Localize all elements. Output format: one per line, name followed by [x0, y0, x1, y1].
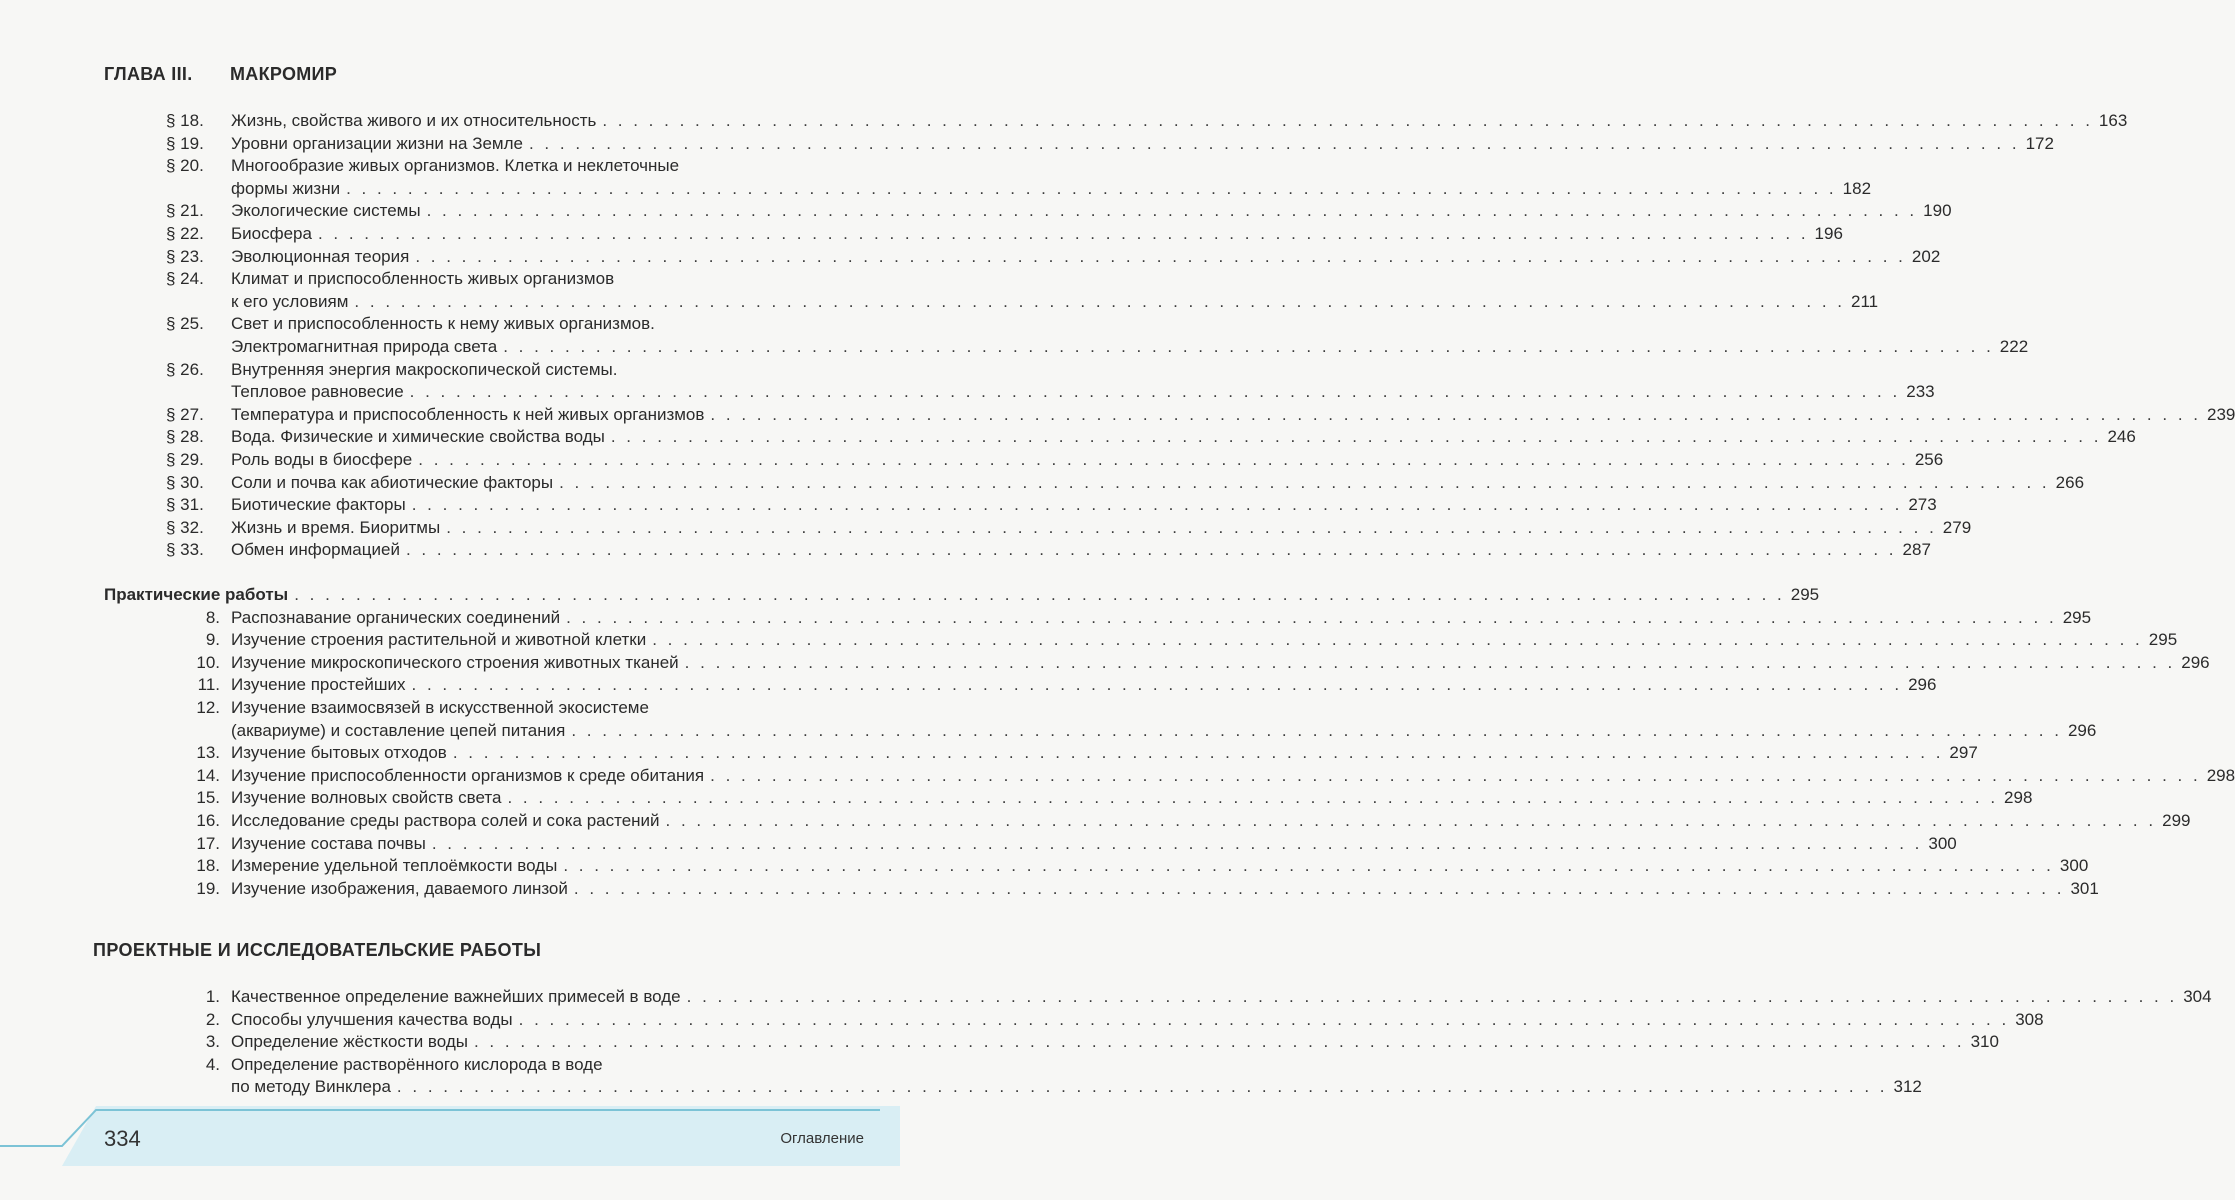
- entry-title: Определение жёсткости воды: [231, 1032, 468, 1052]
- entry-number: 17.: [196, 833, 220, 853]
- entry-number: § 30.: [166, 472, 204, 492]
- entry-number: 11.: [197, 675, 220, 695]
- entry-title: Изучение микроскопического строения животных тканей: [231, 652, 679, 672]
- entry-page: 295: [2148, 630, 2178, 650]
- practical-entry[interactable]: [0, 810, 2191, 833]
- entry-title: Распознавание органических соединений: [231, 607, 561, 627]
- chapter-number: ГЛАВА III.: [104, 64, 193, 84]
- sections-list: [0, 110, 2235, 562]
- entry-title: Эволюционная теория: [231, 246, 410, 266]
- leader-dots: . . . . . . . . . . . . . . . . . . . . . . . . . . . . . . . . . . . . . . . . . . . . . . . . . . . . . . . . . . . . . . . . . . . . . . . . . . . . . . . . . . . . . . . . . . . . . . . . .: [665, 810, 2157, 830]
- entry-page: 211: [1851, 291, 1879, 311]
- leader-dots: . . . . . . . . . . . . . . . . . . . . . . . . . . . . . . . . . . . . . . . . . . . . . . . . . . . . . . . . . . . . . . . . . . . . . . . . . . . . . . . . . . . . . . . . . . . . . . . . .: [710, 765, 2201, 785]
- entry-title: Климат и приспособленность живых организмов: [231, 269, 615, 289]
- entry-number: § 31.: [166, 495, 204, 515]
- entry-page: 296: [2181, 652, 2210, 672]
- section-entry[interactable]: [0, 517, 1972, 540]
- practical-works-page: 295: [1790, 585, 1820, 604]
- leader-dots: . . . . . . . . . . . . . . . . . . . . . . . . . . . . . . . . . . . . . . . . . . . . . . . . . . . . . . . . . . . . . . . . . . . . . . . . . . . . . . . . . . . . . . . . . . . . . . . . .: [559, 472, 2050, 492]
- entry-title: Обмен информацией: [231, 540, 400, 560]
- entry-page: 182: [1842, 178, 1872, 198]
- entry-page: 295: [2062, 607, 2092, 627]
- entry-title: Температура и приспособленность к ней живых организмов: [231, 404, 705, 424]
- entry-number: 2.: [205, 1009, 220, 1029]
- entry-number: 12.: [196, 697, 220, 717]
- entry-title: Свет и приспособленность к нему живых организмов.: [231, 314, 655, 334]
- entry-page: 266: [2055, 472, 2085, 492]
- entry-title: Биосфера: [231, 223, 312, 243]
- entry-page: 239: [2207, 404, 2235, 424]
- leader-dots: . . . . . . . . . . . . . . . . . . . . . . . . . . . . . . . . . . . . . . . . . . . . . . . . . . . . . . . . . . . . . . . . . . . . . . . . . . . . . . . . . . . . . . . . . . . . . . . . .: [452, 743, 1944, 763]
- entry-number: § 25.: [166, 314, 204, 334]
- entry-title: Уровни организации жизни на Земле: [231, 133, 523, 153]
- entry-title: Тепловое равновесие: [231, 382, 404, 402]
- entry-title: Биотические факторы: [231, 495, 406, 515]
- entry-page: 304: [2183, 987, 2212, 1006]
- entry-page: 233: [1906, 382, 1935, 402]
- practical-entry[interactable]: [0, 674, 1937, 697]
- leader-dots: . . . . . . . . . . . . . . . . . . . . . . . . . . . . . . . . . . . . . . . . . . . . . . . . . . . . . . . . . . . . . . . . . . . . . . . . . . . . . . . . . . . . . . . . . . . . . . . . .: [294, 585, 1785, 604]
- entry-page: 246: [2107, 427, 2136, 447]
- entry-title: Качественное определение важнейших примесей в воде: [231, 987, 681, 1006]
- entry-title: Изучение бытовых отходов: [231, 743, 447, 763]
- entry-page: 172: [2025, 133, 2054, 153]
- leader-dots: . . . . . . . . . . . . . . . . . . . . . . . . . . . . . . . . . . . . . . . . . . . . . . . . . . . . . . . . . . . . . . . . . . . . . . . . . . . . . . . . . . . . . . . . . . . . . . . . .: [686, 987, 2178, 1006]
- project-entry[interactable]: [0, 1054, 1922, 1099]
- leader-dots: . . . . . . . . . . . . . . . . . . . . . . . . . . . . . . . . . . . . . . . . . . . . . . . . . . . . . . . . . . . . . . . . . . . . . . . . . . . . . . . . . . . . . . . . . . . . . . . . .: [518, 1009, 2010, 1029]
- entry-page: 273: [1908, 495, 1937, 515]
- projects-heading: ПРОЕКТНЫЕ И ИССЛЕДОВАТЕЛЬСКИЕ РАБОТЫ: [93, 940, 542, 960]
- entry-page: 312: [1893, 1077, 1922, 1097]
- section-entry[interactable]: [0, 155, 1872, 200]
- leader-dots: . . . . . . . . . . . . . . . . . . . . . . . . . . . . . . . . . . . . . . . . . . . . . . . . . . . . . . . . . . . . . . . . . . . . . . . . . . . . . . . . . . . . . . . . . . . . . . . . .: [507, 788, 1999, 808]
- entry-title: формы жизни: [231, 178, 341, 198]
- project-entry[interactable]: [0, 1009, 2044, 1032]
- entry-number: 14.: [196, 765, 220, 785]
- practical-works-heading[interactable]: [0, 584, 1820, 607]
- entry-title: Исследование среды раствора солей и сока растений: [231, 810, 660, 830]
- entry-page: 163: [2098, 111, 2128, 130]
- entry-number: § 20.: [166, 156, 204, 176]
- entry-number: § 26.: [166, 359, 204, 379]
- practical-items: [0, 607, 2235, 901]
- leader-dots: . . . . . . . . . . . . . . . . . . . . . . . . . . . . . . . . . . . . . . . . . . . . . . . . . . . . . . . . . . . . . . . . . . . . . . . . . . . . . . . . . . . . . . . . . . . . . . . . .: [354, 291, 1845, 311]
- entry-number: § 23.: [166, 246, 204, 266]
- entry-title: Изучение состава почвы: [231, 833, 426, 853]
- entry-number: 15.: [196, 788, 220, 808]
- entry-title: к его условиям: [231, 291, 349, 311]
- leader-dots: . . . . . . . . . . . . . . . . . . . . . . . . . . . . . . . . . . . . . . . . . . . . . . . . . . . . . . . . . . . . . . . . . . . . . . . . . . . . . . . . . . . . . . . . . . . . . . . . .: [317, 223, 1809, 243]
- section-entry[interactable]: [0, 426, 2136, 449]
- entry-number: 10.: [196, 652, 220, 672]
- entry-title: Изучение взаимосвязей в искусственной экосистеме: [231, 697, 649, 717]
- leader-dots: . . . . . . . . . . . . . . . . . . . . . . . . . . . . . . . . . . . . . . . . . . . . . . . . . . . . . . . . . . . . . . . . . . . . . . . . . . . . . . . . . . . . . . . . . . . . . . . . .: [602, 111, 2093, 130]
- leader-dots: . . . . . . . . . . . . . . . . . . . . . . . . . . . . . . . . . . . . . . . . . . . . . . . . . . . . . . . . . . . . . . . . . . . . . . . . . . . . . . . . . . . . . . . . . . . . . . . . .: [446, 517, 1937, 537]
- entry-number: 8.: [205, 607, 220, 627]
- leader-dots: . . . . . . . . . . . . . . . . . . . . . . . . . . . . . . . . . . . . . . . . . . . . . . . . . . . . . . . . . . . . . . . . . . . . . . . . . . . . . . . . . . . . . . . . . . . . . . . . .: [563, 856, 2054, 876]
- entry-title: Изучение простейших: [231, 675, 406, 695]
- entry-title: Способы улучшения качества воды: [231, 1009, 513, 1029]
- projects-list: [0, 986, 2212, 1099]
- leader-dots: . . . . . . . . . . . . . . . . . . . . . . . . . . . . . . . . . . . . . . . . . . . . . . . . . . . . . . . . . . . . . . . . . . . . . . . . . . . . . . . . . . . . . . . . . . . . . . . . .: [528, 133, 2020, 153]
- section-entry[interactable]: [0, 133, 2054, 156]
- entry-title: Изучение изображения, даваемого линзой: [231, 878, 568, 898]
- entry-title: Измерение удельной теплоёмкости воды: [231, 856, 558, 876]
- entry-page: 296: [1908, 675, 1937, 695]
- entry-number: 3.: [205, 1032, 220, 1052]
- practical-entry[interactable]: [0, 855, 2089, 878]
- leader-dots: . . . . . . . . . . . . . . . . . . . . . . . . . . . . . . . . . . . . . . . . . . . . . . . . . . . . . . . . . . . . . . . . . . . . . . . . . . . . . . . . . . . . . . . . . . . . . . . . .: [411, 675, 1903, 695]
- entry-number: 9.: [205, 630, 220, 650]
- section-entry[interactable]: [0, 359, 1935, 404]
- practical-entry[interactable]: [0, 629, 2178, 652]
- entry-page: 310: [1970, 1032, 1999, 1052]
- leader-dots: . . . . . . . . . . . . . . . . . . . . . . . . . . . . . . . . . . . . . . . . . . . . . . . . . . . . . . . . . . . . . . . . . . . . . . . . . . . . . . . . . . . . . . . . . . . . . . . . .: [652, 630, 2143, 650]
- practical-entry[interactable]: [0, 833, 1957, 856]
- leader-dots: . . . . . . . . . . . . . . . . . . . . . . . . . . . . . . . . . . . . . . . . . . . . . . . . . . . . . . . . . . . . . . . . . . . . . . . . . . . . . . . . . . . . . . . . . . . . . . . . .: [473, 1032, 1965, 1052]
- project-entry[interactable]: [0, 1031, 1999, 1054]
- entry-number: 19.: [196, 878, 220, 898]
- section-entry[interactable]: [0, 449, 1944, 472]
- entry-number: 13.: [196, 743, 220, 763]
- practical-entry[interactable]: [0, 765, 2235, 788]
- entry-page: 256: [1914, 449, 1944, 469]
- section-entry[interactable]: [0, 539, 1931, 562]
- leader-dots: . . . . . . . . . . . . . . . . . . . . . . . . . . . . . . . . . . . . . . . . . . . . . . . . . . . . . . . . . . . . . . . . . . . . . . . . . . . . . . . . . . . . . . . . . . . . . . . . .: [710, 404, 2201, 424]
- entry-page: 300: [1928, 833, 1957, 853]
- entry-page: 301: [2070, 878, 2099, 898]
- entry-number: § 19.: [166, 133, 204, 153]
- entry-page: 202: [1911, 246, 1941, 266]
- entry-title: Жизнь, свойства живого и их относительность: [231, 111, 597, 130]
- leader-dots: . . . . . . . . . . . . . . . . . . . . . . . . . . . . . . . . . . . . . . . . . . . . . . . . . . . . . . . . . . . . . . . . . . . . . . . . . . . . . . . . . . . . . . . . . . . . . . . . .: [346, 178, 1837, 198]
- entry-number: § 28.: [166, 427, 204, 447]
- entry-title: Вода. Физические и химические свойства воды: [231, 427, 605, 447]
- entry-number: § 24.: [166, 269, 204, 289]
- section-entry[interactable]: [0, 472, 2085, 495]
- entry-page: 222: [1999, 336, 2029, 356]
- entry-title: по методу Винклера: [231, 1077, 391, 1097]
- leader-dots: . . . . . . . . . . . . . . . . . . . . . . . . . . . . . . . . . . . . . . . . . . . . . . . . . . . . . . . . . . . . . . . . . . . . . . . . . . . . . . . . . . . . . . . . . . . . . . . . .: [396, 1077, 1888, 1097]
- entry-number: § 18.: [166, 111, 204, 130]
- entry-title: Экологические системы: [231, 201, 421, 221]
- entry-number: § 27.: [166, 404, 204, 424]
- entry-page: 296: [2067, 720, 2097, 740]
- entry-title: Многообразие живых организмов. Клетка и неклеточные: [231, 156, 680, 176]
- section-entry[interactable]: [0, 268, 1879, 313]
- leader-dots: . . . . . . . . . . . . . . . . . . . . . . . . . . . . . . . . . . . . . . . . . . . . . . . . . . . . . . . . . . . . . . . . . . . . . . . . . . . . . . . . . . . . . . . . . . . . . . . . .: [571, 720, 2062, 740]
- practical-works-title: Практические работы: [104, 585, 289, 604]
- entry-number: § 29.: [166, 449, 204, 469]
- practical-entry[interactable]: [0, 607, 2092, 630]
- leader-dots: . . . . . . . . . . . . . . . . . . . . . . . . . . . . . . . . . . . . . . . . . . . . . . . . . . . . . . . . . . . . . . . . . . . . . . . . . . . . . . . . . . . . . . . . . . . . . . . . .: [415, 246, 1906, 266]
- page-footer: [0, 1106, 900, 1166]
- section-entry[interactable]: [0, 200, 1952, 223]
- section-entry[interactable]: [0, 494, 1937, 517]
- entry-title: Соли и почва как абиотические факторы: [231, 472, 554, 492]
- leader-dots: . . . . . . . . . . . . . . . . . . . . . . . . . . . . . . . . . . . . . . . . . . . . . . . . . . . . . . . . . . . . . . . . . . . . . . . . . . . . . . . . . . . . . . . . . . . . . . . . .: [431, 833, 1923, 853]
- entry-page: 190: [1923, 201, 1952, 221]
- entry-number: 1.: [205, 987, 220, 1006]
- leader-dots: . . . . . . . . . . . . . . . . . . . . . . . . . . . . . . . . . . . . . . . . . . . . . . . . . . . . . . . . . . . . . . . . . . . . . . . . . . . . . . . . . . . . . . . . . . . . . . . . .: [684, 652, 2176, 672]
- leader-dots: . . . . . . . . . . . . . . . . . . . . . . . . . . . . . . . . . . . . . . . . . . . . . . . . . . . . . . . . . . . . . . . . . . . . . . . . . . . . . . . . . . . . . . . . . . . . . . . . .: [405, 540, 1897, 560]
- entry-number: § 32.: [166, 517, 204, 537]
- running-title: Оглавление: [780, 1130, 864, 1147]
- entry-page: 299: [2162, 810, 2191, 830]
- entry-number: 16.: [196, 810, 220, 830]
- practical-works-list: [0, 584, 2235, 900]
- entry-page: 298: [2206, 765, 2235, 785]
- chapter-heading: [104, 64, 337, 85]
- entry-number: 4.: [205, 1054, 220, 1074]
- page-number: 334: [104, 1126, 141, 1151]
- entry-number: § 21.: [166, 201, 204, 221]
- entry-page: 308: [2015, 1009, 2044, 1029]
- entry-number: 18.: [196, 856, 220, 876]
- entry-title: Электромагнитная природа света: [231, 336, 498, 356]
- section-entry[interactable]: [0, 246, 1941, 269]
- leader-dots: . . . . . . . . . . . . . . . . . . . . . . . . . . . . . . . . . . . . . . . . . . . . . . . . . . . . . . . . . . . . . . . . . . . . . . . . . . . . . . . . . . . . . . . . . . . . . . . . .: [418, 449, 1909, 469]
- leader-dots: . . . . . . . . . . . . . . . . . . . . . . . . . . . . . . . . . . . . . . . . . . . . . . . . . . . . . . . . . . . . . . . . . . . . . . . . . . . . . . . . . . . . . . . . . . . . . . . . .: [409, 382, 1901, 402]
- practical-entry[interactable]: [0, 652, 2210, 675]
- entry-title: Изучение приспособленности организмов к среде обитания: [231, 765, 705, 785]
- entry-page: 298: [2004, 788, 2033, 808]
- entry-page: 196: [1814, 223, 1843, 243]
- section-entry[interactable]: [0, 110, 2128, 133]
- section-entry[interactable]: [0, 223, 1843, 246]
- section-entry[interactable]: [0, 404, 2235, 427]
- entry-page: 287: [1902, 540, 1931, 560]
- entry-page: 279: [1942, 517, 1972, 537]
- entry-number: § 22.: [166, 223, 204, 243]
- entry-title: Внутренняя энергия макроскопической системы.: [231, 359, 618, 379]
- leader-dots: . . . . . . . . . . . . . . . . . . . . . . . . . . . . . . . . . . . . . . . . . . . . . . . . . . . . . . . . . . . . . . . . . . . . . . . . . . . . . . . . . . . . . . . . . . . . . . . . .: [426, 201, 1918, 221]
- leader-dots: . . . . . . . . . . . . . . . . . . . . . . . . . . . . . . . . . . . . . . . . . . . . . . . . . . . . . . . . . . . . . . . . . . . . . . . . . . . . . . . . . . . . . . . . . . . . . . . . .: [566, 607, 2057, 627]
- entry-title: Определение растворённого кислорода в воде: [231, 1054, 603, 1074]
- entry-title: Изучение строения растительной и животной клетки: [231, 630, 647, 650]
- entry-title: (аквариуме) и составление цепей питания: [231, 720, 566, 740]
- chapter-title: МАКРОМИР: [230, 64, 338, 84]
- practical-entry[interactable]: [0, 878, 2099, 901]
- entry-title: Изучение волновых свойств света: [231, 788, 502, 808]
- entry-page: 300: [2059, 856, 2089, 876]
- entry-title: Роль воды в биосфере: [231, 449, 413, 469]
- section-entry[interactable]: [0, 313, 2029, 358]
- practical-entry[interactable]: [0, 697, 2097, 742]
- practical-entry[interactable]: [0, 742, 1978, 765]
- entry-number: § 33.: [166, 540, 204, 560]
- leader-dots: . . . . . . . . . . . . . . . . . . . . . . . . . . . . . . . . . . . . . . . . . . . . . . . . . . . . . . . . . . . . . . . . . . . . . . . . . . . . . . . . . . . . . . . . . . . . . . . . .: [503, 336, 1994, 356]
- leader-dots: . . . . . . . . . . . . . . . . . . . . . . . . . . . . . . . . . . . . . . . . . . . . . . . . . . . . . . . . . . . . . . . . . . . . . . . . . . . . . . . . . . . . . . . . . . . . . . . . .: [573, 878, 2065, 898]
- practical-entry[interactable]: [0, 787, 2033, 810]
- leader-dots: . . . . . . . . . . . . . . . . . . . . . . . . . . . . . . . . . . . . . . . . . . . . . . . . . . . . . . . . . . . . . . . . . . . . . . . . . . . . . . . . . . . . . . . . . . . . . . . . .: [411, 495, 1903, 515]
- entry-page: 297: [1949, 743, 1978, 763]
- entry-title: Жизнь и время. Биоритмы: [231, 517, 441, 537]
- leader-dots: . . . . . . . . . . . . . . . . . . . . . . . . . . . . . . . . . . . . . . . . . . . . . . . . . . . . . . . . . . . . . . . . . . . . . . . . . . . . . . . . . . . . . . . . . . . . . . . . .: [610, 427, 2102, 447]
- project-entry[interactable]: [0, 986, 2212, 1009]
